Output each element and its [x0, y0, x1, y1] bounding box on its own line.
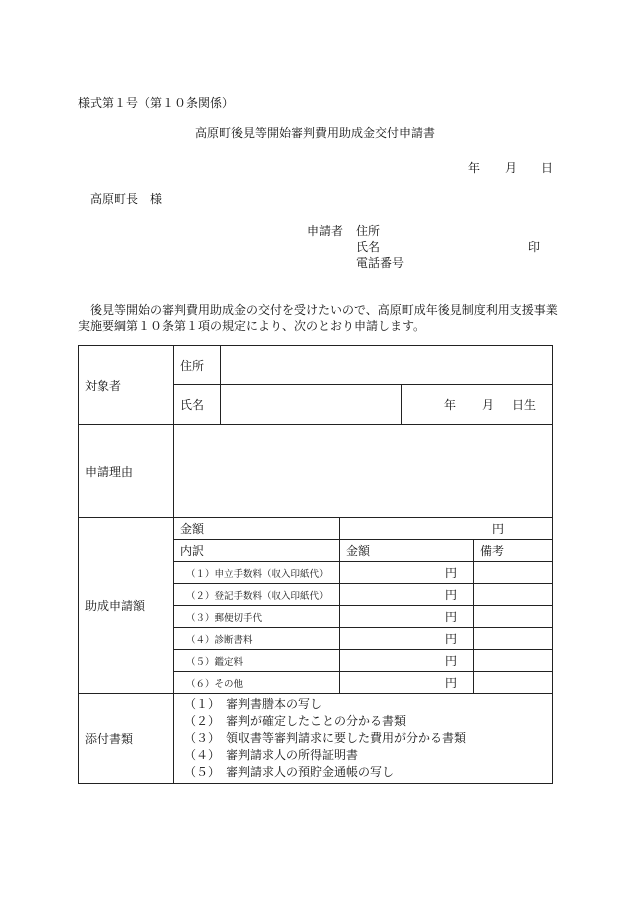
date-month: 月	[505, 161, 518, 175]
column-header-item: 内訳	[174, 540, 340, 562]
seal-mark: 印	[528, 240, 541, 254]
applicant-name-label: 氏名	[356, 240, 381, 254]
amount-item-label: （１）申立手数料（収入印紙代）	[174, 562, 340, 584]
applicant-phone-label: 電話番号	[356, 256, 405, 270]
subject-address-label: 住所	[174, 346, 221, 385]
subject-name-label: 氏名	[174, 385, 221, 425]
date-day: 日	[541, 161, 554, 175]
reason-row	[79, 425, 553, 518]
subject-label: 対象者	[79, 346, 174, 425]
date-year: 年	[468, 161, 481, 175]
subject-name-field[interactable]	[221, 385, 402, 425]
amount-item-label: （６）その他	[174, 672, 340, 694]
amount-item-unit: 円	[444, 676, 457, 690]
amount-item-value[interactable]	[340, 628, 474, 650]
attachment-item: （４） 審判請求人の所得証明書	[184, 748, 359, 762]
amount-total-field[interactable]	[340, 518, 553, 540]
column-header-amount: 金額	[340, 540, 474, 562]
applicant-address-label: 住所	[356, 224, 381, 238]
amount-item-value[interactable]	[340, 672, 474, 694]
amount-item-unit: 円	[444, 588, 457, 602]
attachment-item: （２） 審判が確定したことの分かる書類	[184, 714, 407, 728]
birth-suffix: 日生	[512, 398, 537, 412]
intro-line-1: 後見等開始の審判費用助成金の交付を受けたいので、高原町成年後見制度利用支援事業	[90, 303, 558, 317]
amount-total-unit: 円	[491, 522, 504, 536]
amount-item-label: （２）登記手数料（収入印紙代）	[174, 584, 340, 606]
amount-label: 助成申請額	[79, 518, 174, 694]
amount-item-unit: 円	[444, 654, 457, 668]
birth-year: 年	[444, 398, 457, 412]
amount-total-label: 金額	[174, 518, 340, 540]
amount-item-value[interactable]	[340, 606, 474, 628]
attachments-label: 添付書類	[79, 694, 174, 784]
addressee: 高原町長 様	[90, 192, 163, 206]
intro-line-2: 実施要綱第１０条第１項の規定により、次のとおり申請します。	[78, 319, 426, 333]
amount-item-unit: 円	[444, 566, 457, 580]
amount-item-note[interactable]	[474, 606, 553, 628]
amount-item-unit: 円	[444, 632, 457, 646]
amount-total-row	[79, 518, 553, 540]
application-table	[78, 345, 553, 784]
amount-item-value[interactable]	[340, 562, 474, 584]
attachment-item: （３） 領収書等審判請求に要した費用が分かる書類	[184, 731, 467, 745]
amount-item-note[interactable]	[474, 562, 553, 584]
attachment-item: （１） 審判書謄本の写し	[184, 697, 323, 711]
amount-item-unit: 円	[444, 610, 457, 624]
applicant-label: 申請者	[307, 224, 344, 238]
amount-item-note[interactable]	[474, 584, 553, 606]
amount-item-value[interactable]	[340, 650, 474, 672]
amount-item-value[interactable]	[340, 584, 474, 606]
attachment-item: （５） 審判請求人の預貯金通帳の写し	[184, 765, 395, 779]
amount-item-note[interactable]	[474, 628, 553, 650]
subject-address-field[interactable]	[221, 346, 553, 385]
subject-address-row	[79, 346, 553, 385]
birth-month: 月	[482, 398, 495, 412]
amount-item-label: （５）鑑定料	[174, 650, 340, 672]
column-header-note: 備考	[474, 540, 553, 562]
form-number: 様式第１号（第１０条関係）	[78, 96, 235, 110]
attachments-row	[79, 694, 553, 784]
reason-field[interactable]	[174, 425, 553, 518]
attachments-list	[174, 694, 553, 784]
document-title: 高原町後見等開始審判費用助成金交付申請書	[194, 126, 435, 140]
amount-item-note[interactable]	[474, 650, 553, 672]
amount-item-label: （４）診断書料	[174, 628, 340, 650]
amount-item-note[interactable]	[474, 672, 553, 694]
amount-item-label: （３）郵便切手代	[174, 606, 340, 628]
reason-label: 申請理由	[79, 425, 174, 518]
subject-birthdate-field[interactable]	[402, 385, 553, 425]
